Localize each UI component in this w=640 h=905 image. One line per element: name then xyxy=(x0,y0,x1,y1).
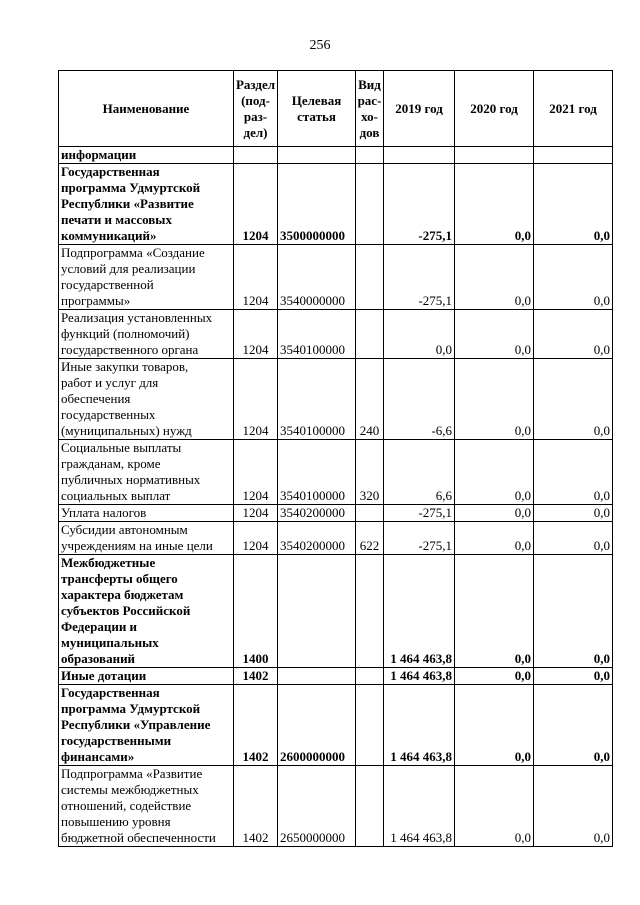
table-row xyxy=(59,555,613,668)
cell-name-line: Межбюджетные xyxy=(61,555,156,570)
header-expense xyxy=(356,71,384,147)
table-row xyxy=(59,245,613,310)
cell-2019: -275,1 xyxy=(384,505,455,522)
cell-name-line: системы межбюджетных xyxy=(61,782,199,797)
cell-target xyxy=(278,668,356,685)
table-row xyxy=(59,310,613,359)
cell-name xyxy=(59,245,234,310)
cell-section: 1204 xyxy=(234,245,278,310)
cell-name-line: характера бюджетам xyxy=(61,587,184,602)
cell-2019: -275,1 xyxy=(384,164,455,245)
header-section-line: раз- xyxy=(243,108,268,124)
cell-2021 xyxy=(534,147,613,164)
cell-expense xyxy=(356,310,384,359)
cell-name-line: субъектов Российской xyxy=(61,603,191,618)
cell-expense xyxy=(356,505,384,522)
cell-section: 1402 xyxy=(234,766,278,847)
cell-name-line: муниципальных xyxy=(61,635,159,650)
table-body xyxy=(59,147,613,847)
budget-table xyxy=(58,70,613,847)
cell-2020: 0,0 xyxy=(455,522,534,555)
cell-2020: 0,0 xyxy=(455,766,534,847)
cell-2019: 1 464 463,8 xyxy=(384,668,455,685)
cell-section: 1400 xyxy=(234,555,278,668)
cell-name-line: Реализация установленных xyxy=(61,310,213,325)
cell-name-line: бюджетной обеспеченности xyxy=(61,830,216,845)
table-row xyxy=(59,522,613,555)
cell-name-line: Республики «Управление xyxy=(61,717,211,732)
cell-name-line: финансами» xyxy=(61,749,135,764)
cell-2019: -275,1 xyxy=(384,522,455,555)
cell-name xyxy=(59,685,234,766)
cell-name xyxy=(59,668,234,685)
cell-name-line: информации xyxy=(61,147,137,162)
table-header-row xyxy=(59,71,613,147)
cell-name-line: Иные дотации xyxy=(61,668,147,683)
cell-2021: 0,0 xyxy=(534,668,613,685)
table-row xyxy=(59,685,613,766)
cell-name-line: программа Удмуртской xyxy=(61,701,201,716)
cell-2020: 0,0 xyxy=(455,245,534,310)
cell-target: 2650000000 xyxy=(278,766,356,847)
header-name: Наименование xyxy=(59,71,234,147)
cell-name-line: государственного органа xyxy=(61,342,199,357)
cell-2020: 0,0 xyxy=(455,164,534,245)
header-2021: 2021 год xyxy=(534,71,613,147)
cell-name-line: условий для реализации xyxy=(61,261,196,276)
cell-name-line: (муниципальных) нужд xyxy=(61,423,192,438)
cell-2020: 0,0 xyxy=(455,505,534,522)
cell-name xyxy=(59,310,234,359)
cell-target xyxy=(278,555,356,668)
cell-name-line: работ и услуг для xyxy=(61,375,159,390)
cell-name-line: Республики «Развитие xyxy=(61,196,194,211)
table-row xyxy=(59,505,613,522)
cell-2021: 0,0 xyxy=(534,505,613,522)
cell-2019: 1 464 463,8 xyxy=(384,685,455,766)
cell-name-line: государственными xyxy=(61,733,172,748)
cell-section xyxy=(234,147,278,164)
cell-2021: 0,0 xyxy=(534,766,613,847)
page-number: 256 xyxy=(309,38,331,53)
header-target-line: статья xyxy=(297,108,336,124)
cell-2021: 0,0 xyxy=(534,245,613,310)
cell-section: 1402 xyxy=(234,668,278,685)
cell-2021: 0,0 xyxy=(534,685,613,766)
header-expense-line: Вид xyxy=(358,76,381,92)
cell-name-line: Государственная xyxy=(61,685,160,700)
cell-expense: 622 xyxy=(356,522,384,555)
table-row xyxy=(59,766,613,847)
cell-name xyxy=(59,164,234,245)
cell-target: 3540100000 xyxy=(278,440,356,505)
cell-expense xyxy=(356,147,384,164)
cell-2019: -6,6 xyxy=(384,359,455,440)
cell-2020: 0,0 xyxy=(455,668,534,685)
cell-name-line: государственных xyxy=(61,407,156,422)
header-target xyxy=(278,71,356,147)
cell-target: 3540200000 xyxy=(278,505,356,522)
table-row xyxy=(59,668,613,685)
table-row xyxy=(59,147,613,164)
header-section-line: дел) xyxy=(243,124,268,140)
cell-2020 xyxy=(455,147,534,164)
cell-name-line: отношений, содействие xyxy=(61,798,192,813)
cell-2019: 1 464 463,8 xyxy=(384,766,455,847)
cell-name-line: программы» xyxy=(61,293,131,308)
cell-name-line: государственной xyxy=(61,277,154,292)
cell-section: 1204 xyxy=(234,164,278,245)
cell-name-line: социальных выплат xyxy=(61,488,171,503)
cell-2020: 0,0 xyxy=(455,440,534,505)
cell-expense xyxy=(356,668,384,685)
cell-name xyxy=(59,555,234,668)
cell-expense xyxy=(356,164,384,245)
cell-2021: 0,0 xyxy=(534,164,613,245)
cell-2021: 0,0 xyxy=(534,310,613,359)
cell-expense xyxy=(356,555,384,668)
cell-2021: 0,0 xyxy=(534,440,613,505)
cell-2019: 6,6 xyxy=(384,440,455,505)
cell-expense: 320 xyxy=(356,440,384,505)
cell-2021: 0,0 xyxy=(534,522,613,555)
cell-target: 3540000000 xyxy=(278,245,356,310)
cell-2019 xyxy=(384,147,455,164)
cell-2020: 0,0 xyxy=(455,359,534,440)
cell-expense: 240 xyxy=(356,359,384,440)
cell-name xyxy=(59,522,234,555)
header-2019: 2019 год xyxy=(384,71,455,147)
cell-target: 3540200000 xyxy=(278,522,356,555)
cell-2019: -275,1 xyxy=(384,245,455,310)
cell-section: 1204 xyxy=(234,522,278,555)
cell-name-line: печати и массовых xyxy=(61,212,172,227)
cell-name xyxy=(59,359,234,440)
cell-name-line: Федерации и xyxy=(61,619,138,634)
cell-name-line: образований xyxy=(61,651,136,666)
cell-name-line: публичных нормативных xyxy=(61,472,201,487)
header-section xyxy=(234,71,278,147)
cell-name-line: Государственная xyxy=(61,164,160,179)
cell-name-line: Уплата налогов xyxy=(61,505,147,520)
table-row xyxy=(59,359,613,440)
cell-name-line: учреждениям на иные цели xyxy=(61,538,213,553)
header-2020: 2020 год xyxy=(455,71,534,147)
cell-target: 3500000000 xyxy=(278,164,356,245)
cell-name-line: трансферты общего xyxy=(61,571,178,586)
cell-section: 1204 xyxy=(234,440,278,505)
cell-target: 2600000000 xyxy=(278,685,356,766)
cell-2021: 0,0 xyxy=(534,359,613,440)
cell-target: 3540100000 xyxy=(278,310,356,359)
header-expense-line: дов xyxy=(359,124,380,140)
header-expense-line: хо- xyxy=(361,108,378,124)
cell-2021: 0,0 xyxy=(534,555,613,668)
header-target-line: Целевая xyxy=(291,92,342,108)
cell-2020: 0,0 xyxy=(455,310,534,359)
cell-target: 3540100000 xyxy=(278,359,356,440)
cell-name-line: Подпрограмма «Создание xyxy=(61,245,205,260)
cell-name-line: обеспечения xyxy=(61,391,131,406)
table-row xyxy=(59,440,613,505)
cell-2020: 0,0 xyxy=(455,555,534,668)
cell-section: 1204 xyxy=(234,505,278,522)
cell-expense xyxy=(356,245,384,310)
cell-name-line: функций (полномочий) xyxy=(61,326,190,341)
cell-name xyxy=(59,440,234,505)
cell-expense xyxy=(356,685,384,766)
table-row xyxy=(59,164,613,245)
cell-2019: 1 464 463,8 xyxy=(384,555,455,668)
cell-name xyxy=(59,766,234,847)
cell-section: 1402 xyxy=(234,685,278,766)
header-section-line: Раздел xyxy=(235,76,276,92)
cell-name-line: коммуникаций» xyxy=(61,228,157,243)
cell-section: 1204 xyxy=(234,359,278,440)
header-expense-line: рас- xyxy=(357,92,382,108)
cell-name-line: повышению уровня xyxy=(61,814,171,829)
cell-name-line: Подпрограмма «Развитие xyxy=(61,766,203,781)
cell-expense xyxy=(356,766,384,847)
cell-name-line: гражданам, кроме xyxy=(61,456,161,471)
cell-name xyxy=(59,147,234,164)
cell-name-line: Субсидии автономным xyxy=(61,522,188,537)
cell-name xyxy=(59,505,234,522)
cell-name-line: программа Удмуртской xyxy=(61,180,201,195)
cell-2019: 0,0 xyxy=(384,310,455,359)
cell-name-line: Иные закупки товаров, xyxy=(61,359,189,374)
header-section-line: (под- xyxy=(241,92,270,108)
cell-target xyxy=(278,147,356,164)
cell-section: 1204 xyxy=(234,310,278,359)
cell-2020: 0,0 xyxy=(455,685,534,766)
cell-name-line: Социальные выплаты xyxy=(61,440,182,455)
